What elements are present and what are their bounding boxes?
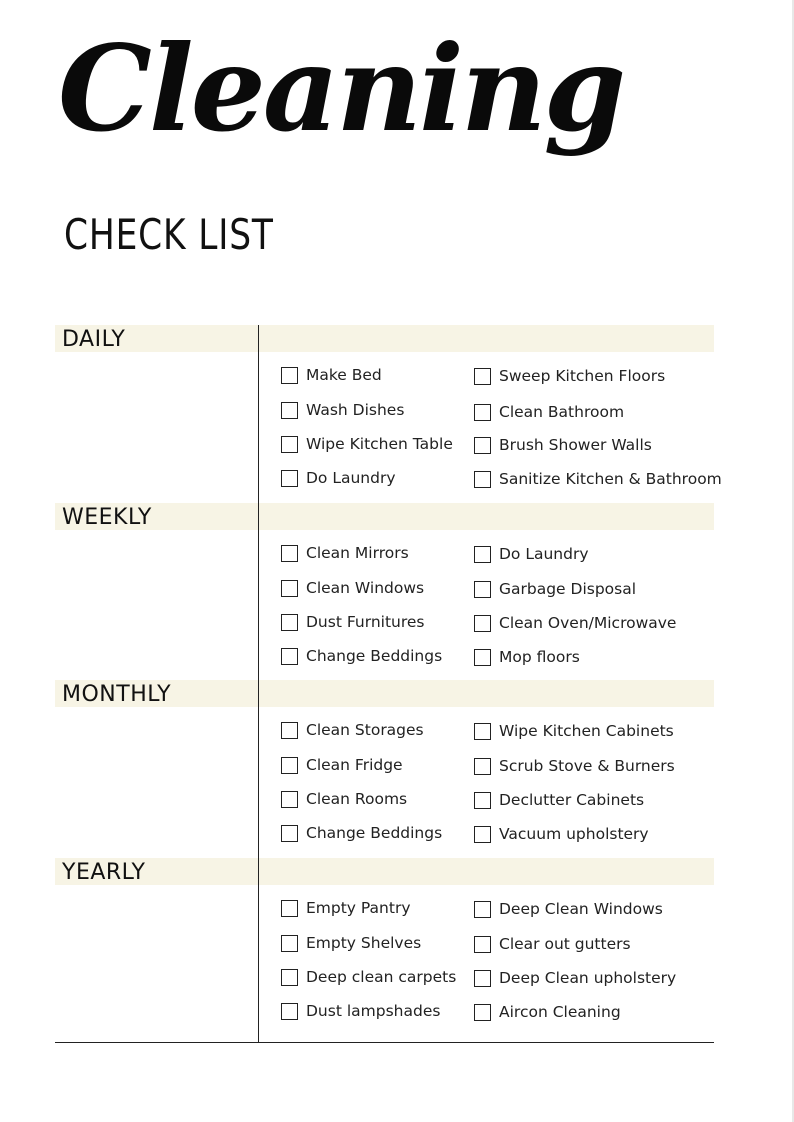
checklist-item[interactable]	[281, 435, 453, 453]
checklist-item-label: Mop floors	[499, 648, 580, 666]
checklist-item[interactable]	[281, 721, 424, 739]
checklist-item[interactable]	[474, 648, 580, 666]
checklist-item-label: Clean Fridge	[306, 756, 403, 774]
checklist-item-label: Deep clean carpets	[306, 968, 457, 986]
checklist-item-label: Dust lampshades	[306, 1002, 441, 1020]
checklist-item-label: Clean Windows	[306, 579, 425, 597]
section-band-daily	[55, 325, 714, 352]
checkbox[interactable]	[474, 581, 491, 598]
checkbox[interactable]	[281, 367, 298, 384]
checkbox[interactable]	[281, 614, 298, 631]
checklist-item-label: Dust Furnitures	[306, 613, 425, 631]
section-label-monthly: MONTHLY	[62, 682, 172, 707]
checklist-item-label: Aircon Cleaning	[499, 1003, 621, 1021]
checkbox[interactable]	[474, 368, 491, 385]
checklist-item-label: Scrub Stove & Burners	[499, 757, 675, 775]
checklist-item[interactable]	[281, 790, 407, 808]
checkbox[interactable]	[281, 791, 298, 808]
checkbox[interactable]	[281, 1003, 298, 1020]
checkbox[interactable]	[281, 470, 298, 487]
section-band-yearly	[55, 858, 714, 885]
checkbox[interactable]	[474, 970, 491, 987]
checklist-item[interactable]	[474, 436, 652, 454]
checkbox[interactable]	[474, 649, 491, 666]
checkbox[interactable]	[474, 792, 491, 809]
checklist-item[interactable]	[474, 545, 589, 563]
checkbox[interactable]	[281, 722, 298, 739]
checklist-item[interactable]	[474, 614, 676, 632]
checklist-item[interactable]	[474, 403, 624, 421]
checkbox[interactable]	[281, 825, 298, 842]
checklist-item[interactable]	[474, 825, 649, 843]
bottom-rule	[55, 1042, 714, 1043]
checklist-item-label: Sanitize Kitchen & Bathroom	[499, 470, 722, 488]
checklist-item-label: Clean Mirrors	[306, 544, 409, 562]
checklist-item[interactable]	[281, 613, 425, 631]
checklist-item-label: Do Laundry	[499, 545, 589, 563]
checklist-item-label: Empty Shelves	[306, 934, 422, 952]
checkbox[interactable]	[474, 936, 491, 953]
section-label-daily: DAILY	[62, 327, 126, 352]
checklist-item[interactable]	[281, 401, 404, 419]
checkbox[interactable]	[474, 471, 491, 488]
checklist-item-label: Clear out gutters	[499, 935, 631, 953]
checkbox[interactable]	[281, 580, 298, 597]
checklist-item[interactable]	[474, 580, 636, 598]
checkbox[interactable]	[281, 757, 298, 774]
checklist-item[interactable]	[281, 366, 382, 384]
checklist-item[interactable]	[281, 1002, 440, 1020]
checklist-item-label: Wipe Kitchen Table	[306, 435, 453, 453]
checkbox[interactable]	[474, 826, 491, 843]
checklist-item-label: Clean Bathroom	[499, 403, 625, 421]
checklist-item-label: Change Beddings	[306, 824, 443, 842]
checkbox[interactable]	[474, 1004, 491, 1021]
checklist-item[interactable]	[474, 1003, 621, 1021]
checkbox[interactable]	[281, 900, 298, 917]
checklist-item[interactable]	[474, 969, 676, 987]
section-band-weekly	[55, 503, 714, 530]
checklist-item[interactable]	[474, 367, 665, 385]
checklist-item[interactable]	[281, 544, 409, 562]
section-label-yearly: YEARLY	[62, 860, 146, 885]
checkbox[interactable]	[281, 436, 298, 453]
checklist-item[interactable]	[281, 934, 421, 952]
checklist-item-label: Sweep Kitchen Floors	[499, 367, 666, 385]
checklist-item[interactable]	[474, 935, 631, 953]
checkbox[interactable]	[474, 758, 491, 775]
checklist-item-label: Declutter Cabinets	[499, 791, 645, 809]
checkbox[interactable]	[474, 615, 491, 632]
checklist-item[interactable]	[474, 900, 663, 918]
checkbox[interactable]	[474, 546, 491, 563]
checklist-item[interactable]	[281, 824, 442, 842]
checklist-item-label: Change Beddings	[306, 647, 443, 665]
checkbox[interactable]	[474, 404, 491, 421]
checklist-item[interactable]	[474, 791, 644, 809]
checklist-item[interactable]	[474, 722, 674, 740]
checklist-item-label: Vacuum upholstery	[499, 825, 649, 843]
checklist-item-label: Clean Oven/Microwave	[499, 614, 677, 632]
page-subtitle: CHECK LIST	[64, 210, 274, 259]
checklist-item[interactable]	[474, 757, 675, 775]
checklist-item-label: Clean Storages	[306, 721, 424, 739]
checkbox[interactable]	[281, 969, 298, 986]
checkbox[interactable]	[281, 648, 298, 665]
page-title: Cleaning	[58, 19, 624, 158]
checkbox[interactable]	[281, 545, 298, 562]
checklist-item-label: Empty Pantry	[306, 899, 411, 917]
column-divider	[258, 325, 259, 1043]
checklist-item-label: Brush Shower Walls	[499, 436, 652, 454]
checklist-item[interactable]	[281, 647, 442, 665]
checkbox[interactable]	[474, 901, 491, 918]
checklist-item-label: Do Laundry	[306, 469, 396, 487]
checkbox[interactable]	[281, 935, 298, 952]
checklist-item[interactable]	[281, 579, 424, 597]
checkbox[interactable]	[474, 723, 491, 740]
checklist-item-label: Wipe Kitchen Cabinets	[499, 722, 674, 740]
checkbox[interactable]	[474, 437, 491, 454]
checkbox[interactable]	[281, 402, 298, 419]
checklist-item[interactable]	[474, 470, 722, 488]
checklist-item[interactable]	[281, 756, 403, 774]
checklist-item-label: Clean Rooms	[306, 790, 408, 808]
checklist-item-label: Deep Clean upholstery	[499, 969, 677, 987]
section-label-weekly: WEEKLY	[62, 505, 152, 530]
checklist-item-label: Deep Clean Windows	[499, 900, 663, 918]
checklist-item[interactable]	[281, 968, 456, 986]
checklist-item[interactable]	[281, 469, 396, 487]
checklist-item[interactable]	[281, 899, 411, 917]
checklist-item-label: Garbage Disposal	[499, 580, 637, 598]
checklist-item-label: Make Bed	[306, 366, 382, 384]
checklist-item-label: Wash Dishes	[306, 401, 405, 419]
